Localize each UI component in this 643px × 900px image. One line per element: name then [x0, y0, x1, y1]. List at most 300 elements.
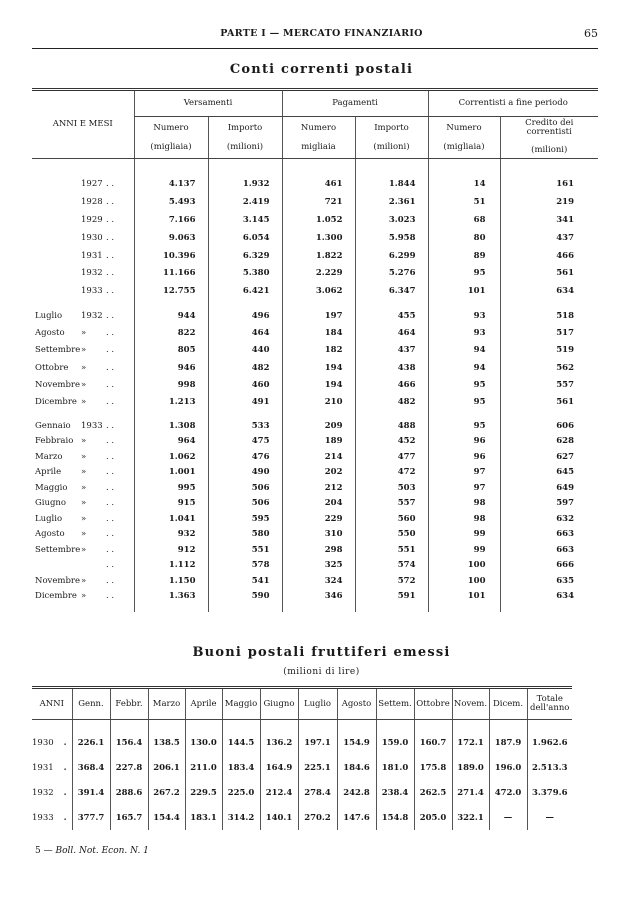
cell-value: 138.5: [148, 730, 185, 755]
cell-value: 6.054: [208, 229, 282, 247]
cell-value: 196.0: [489, 755, 527, 780]
year-label: 1929: [81, 214, 103, 225]
year-label: »: [81, 451, 87, 462]
cell-value: 440: [208, 342, 282, 359]
table-row: [32, 805, 572, 830]
table-row: [32, 394, 598, 411]
dots: .: [63, 737, 67, 748]
cell-value: 477: [355, 449, 428, 465]
table-row: [32, 264, 598, 282]
table-row: [32, 342, 598, 359]
cell-value: 140.1: [260, 805, 298, 830]
year-label: »: [81, 529, 87, 540]
cell-value: 229.5: [185, 780, 222, 805]
dots: . .: [106, 575, 115, 586]
cell-value: 95: [428, 376, 500, 393]
cell-value: 322.1: [452, 805, 489, 830]
cell-value: 10.396: [134, 247, 208, 265]
table-row: [32, 588, 598, 604]
dots: . .: [106, 345, 115, 356]
cell-value: 12.755: [134, 282, 208, 300]
col-header-8: Agosto: [337, 688, 376, 720]
dots: . .: [106, 544, 115, 555]
cell-value: 5.958: [355, 229, 428, 247]
cell-value: 346: [282, 588, 355, 604]
dots: . .: [106, 436, 115, 447]
subcol-line1: Credito dei correntisti: [525, 118, 574, 137]
conti-title: Conti correnti postali: [229, 62, 414, 77]
cell-value: 211.0: [185, 755, 222, 780]
cell-value: 452: [355, 433, 428, 449]
row-label: [32, 480, 134, 496]
cell-value: 1.822: [282, 247, 355, 265]
year-label: 1932: [81, 268, 103, 279]
year-label: 1930: [81, 232, 103, 243]
cell-value: 6.299: [355, 247, 428, 265]
subcol-line1: Importo: [227, 122, 263, 133]
cell-value: 482: [208, 359, 282, 376]
cell-value: 161: [500, 176, 598, 194]
row-label: [32, 282, 134, 300]
row-label: [32, 805, 72, 830]
year-label: 1930: [32, 737, 54, 748]
cell-value: 964: [134, 433, 208, 449]
cell-value: 7.166: [134, 211, 208, 229]
cell-value: 506: [208, 480, 282, 496]
cell-value: 634: [500, 282, 598, 300]
buoni-postali-table: [32, 686, 572, 830]
page-number: 65: [584, 27, 598, 40]
dots: . .: [106, 467, 115, 478]
col-header-7: Luglio: [298, 688, 337, 720]
dots: . .: [106, 214, 115, 225]
cell-value: 455: [355, 307, 428, 324]
cell-value: 2.419: [208, 193, 282, 211]
cell-value: 822: [134, 324, 208, 341]
cell-value: 96: [428, 449, 500, 465]
cell-value: 6.421: [208, 282, 282, 300]
cell-value: 488: [355, 418, 428, 434]
year-label: 1928: [81, 197, 103, 208]
year-label: »: [81, 345, 87, 356]
cell-value: 184: [282, 324, 355, 341]
cell-value: 165.7: [110, 805, 148, 830]
row-label: [32, 229, 134, 247]
month-label: Maggio: [35, 482, 68, 493]
cell-value: 130.0: [185, 730, 222, 755]
year-label: »: [81, 397, 87, 408]
col-header-2: Febbr.: [110, 688, 148, 720]
cell-value: 3.023: [355, 211, 428, 229]
cell-value: 206.1: [148, 755, 185, 780]
row-label: [32, 176, 134, 194]
month-label: Dicembre: [35, 397, 77, 408]
cell-value: 645: [500, 464, 598, 480]
col-header-6: Giugno: [260, 688, 298, 720]
subcol-line2: (milioni): [373, 141, 410, 152]
cell-value: 1.962.6: [527, 730, 572, 755]
cell-value: 154.8: [376, 805, 414, 830]
cell-value: 1.112: [134, 557, 208, 573]
cell-value: 242.8: [337, 780, 376, 805]
table-row: [32, 282, 598, 300]
cell-value: 503: [355, 480, 428, 496]
col-header-13: Totale dell'anno: [527, 688, 572, 720]
cell-value: 147.6: [337, 805, 376, 830]
group-correntisti: Correntisti a fine periodo: [428, 90, 598, 117]
cell-value: 551: [208, 542, 282, 558]
cell-value: 1.062: [134, 449, 208, 465]
cell-value: 225.1: [298, 755, 337, 780]
cell-value: 278.4: [298, 780, 337, 805]
cell-value: 14: [428, 176, 500, 194]
cell-value: 1.001: [134, 464, 208, 480]
cell-value: 98: [428, 495, 500, 511]
cell-value: 628: [500, 433, 598, 449]
cell-value: 3.145: [208, 211, 282, 229]
cell-value: 597: [500, 495, 598, 511]
cell-value: 491: [208, 394, 282, 411]
cell-value: 229: [282, 511, 355, 527]
row-label: [32, 433, 134, 449]
dots: . .: [106, 498, 115, 509]
cell-value: 634: [500, 588, 598, 604]
col-header-9: Settem.: [376, 688, 414, 720]
cell-value: 915: [134, 495, 208, 511]
cell-value: 202: [282, 464, 355, 480]
year-label: »: [81, 379, 87, 390]
row-label: [32, 264, 134, 282]
group-versamenti: Versamenti: [134, 90, 282, 117]
cell-value: 197.1: [298, 730, 337, 755]
row-label: [32, 730, 72, 755]
cell-value: 325: [282, 557, 355, 573]
subcol-line2: (milioni): [531, 145, 568, 155]
col-header-5: Maggio: [222, 688, 260, 720]
cell-value: 561: [500, 394, 598, 411]
table-row: [32, 376, 598, 393]
cell-value: 551: [355, 542, 428, 558]
month-label: Luglio: [35, 310, 63, 321]
cell-value: 721: [282, 193, 355, 211]
cell-value: 557: [355, 495, 428, 511]
cell-value: 437: [355, 342, 428, 359]
year-label: 1932: [81, 310, 103, 321]
cell-value: 550: [355, 526, 428, 542]
cell-value: 101: [428, 282, 500, 300]
table-row: [32, 211, 598, 229]
year-label: 1927: [81, 179, 103, 190]
cell-value: 205.0: [414, 805, 452, 830]
month-label: Giugno: [35, 498, 67, 509]
cell-value: 227.8: [110, 755, 148, 780]
cell-value: —: [527, 805, 572, 830]
col-header-1: Genn.: [72, 688, 110, 720]
year-label: »: [81, 482, 87, 493]
dots: . .: [106, 250, 115, 261]
row-label: [32, 573, 134, 589]
dots: .: [63, 762, 67, 773]
cell-value: 94: [428, 342, 500, 359]
row-label: [32, 193, 134, 211]
cell-value: 944: [134, 307, 208, 324]
cell-value: 912: [134, 542, 208, 558]
cell-value: 472: [355, 464, 428, 480]
buoni-subtitle: (milioni di lire): [283, 667, 360, 677]
cell-value: 101: [428, 588, 500, 604]
cell-value: 225.0: [222, 780, 260, 805]
cell-value: —: [489, 805, 527, 830]
cell-value: 219: [500, 193, 598, 211]
cell-value: 995: [134, 480, 208, 496]
cell-value: 341: [500, 211, 598, 229]
cell-value: 476: [208, 449, 282, 465]
cell-value: 572: [355, 573, 428, 589]
cell-value: 595: [208, 511, 282, 527]
dots: . .: [106, 328, 115, 339]
table-row: [32, 449, 598, 465]
subcol-header: [282, 117, 355, 159]
table-row: [32, 307, 598, 324]
month-label: Settembre: [35, 345, 81, 356]
col-header-0: ANNI: [32, 688, 72, 720]
year-label: 1931: [81, 250, 103, 261]
subcol-header: [500, 117, 598, 159]
col-header-4: Aprile: [185, 688, 222, 720]
cell-value: 3.379.6: [527, 780, 572, 805]
cell-value: 561: [500, 264, 598, 282]
row-label: [32, 376, 134, 393]
cell-value: 214: [282, 449, 355, 465]
row-label: [32, 449, 134, 465]
cell-value: 68: [428, 211, 500, 229]
year-label: »: [81, 436, 87, 447]
subcol-line2: (milioni): [226, 141, 264, 152]
conti-correnti-table: [32, 88, 598, 612]
dots: . .: [106, 362, 115, 373]
cell-value: 562: [500, 359, 598, 376]
cell-value: 99: [428, 542, 500, 558]
col-header-3: Marzo: [148, 688, 185, 720]
month-label: Luglio: [35, 513, 63, 524]
cell-value: 557: [500, 376, 598, 393]
cell-value: 391.4: [72, 780, 110, 805]
cell-value: 1.052: [282, 211, 355, 229]
row-label: [32, 359, 134, 376]
cell-value: 144.5: [222, 730, 260, 755]
footer-publication: Boll. Not. Econ. N. 1: [55, 846, 149, 856]
cell-value: 96: [428, 433, 500, 449]
cell-value: 574: [355, 557, 428, 573]
cell-value: 466: [355, 376, 428, 393]
cell-value: 1.308: [134, 418, 208, 434]
running-title: PARTE I — MERCATO FINANZIARIO: [220, 28, 423, 39]
cell-value: 590: [208, 588, 282, 604]
cell-value: 156.4: [110, 730, 148, 755]
row-label: [32, 526, 134, 542]
cell-value: 1.363: [134, 588, 208, 604]
cell-value: 6.347: [355, 282, 428, 300]
col-header-12: Dicem.: [489, 688, 527, 720]
row-label: [32, 495, 134, 511]
row-label: [32, 211, 134, 229]
table-row: [32, 730, 572, 755]
cell-value: 181.0: [376, 755, 414, 780]
cell-value: 2.361: [355, 193, 428, 211]
month-label: Agosto: [35, 529, 65, 540]
subcol-line1: Numero: [446, 122, 482, 133]
cell-value: 1.213: [134, 394, 208, 411]
dots: . .: [106, 397, 115, 408]
cell-value: 197: [282, 307, 355, 324]
cell-value: 98: [428, 511, 500, 527]
table-row: [32, 495, 598, 511]
spacer-row: [32, 159, 598, 176]
row-label: [32, 418, 134, 434]
cell-value: 377.7: [72, 805, 110, 830]
cell-value: 51: [428, 193, 500, 211]
cell-value: 464: [355, 324, 428, 341]
subcol-line1: Numero: [300, 122, 337, 133]
cell-value: 182: [282, 342, 355, 359]
month-label: Settembre: [35, 544, 81, 555]
dots: . .: [106, 482, 115, 493]
year-label: »: [81, 498, 87, 509]
cell-value: 578: [208, 557, 282, 573]
dots: .: [63, 812, 67, 823]
dots: . .: [106, 379, 115, 390]
cell-value: 160.7: [414, 730, 452, 755]
table-row: [32, 511, 598, 527]
cell-value: 5.493: [134, 193, 208, 211]
cell-value: 2.229: [282, 264, 355, 282]
cell-value: 11.166: [134, 264, 208, 282]
cell-value: 496: [208, 307, 282, 324]
cell-value: 663: [500, 526, 598, 542]
cell-value: 159.0: [376, 730, 414, 755]
year-label: 1933: [32, 812, 54, 823]
cell-value: 270.2: [298, 805, 337, 830]
cell-value: 80: [428, 229, 500, 247]
dots: . .: [106, 286, 115, 297]
cell-value: 189.0: [452, 755, 489, 780]
subcol-header: [134, 117, 208, 159]
subcol-line2: (migliaia): [150, 141, 192, 152]
year-label: »: [81, 575, 87, 586]
col-header-11: Novem.: [452, 688, 489, 720]
group-pagamenti: Pagamenti: [282, 90, 428, 117]
month-label: Marzo: [35, 451, 63, 462]
cell-value: 94: [428, 359, 500, 376]
row-label: [32, 394, 134, 411]
spacer-row: [32, 720, 572, 731]
table-row: [32, 418, 598, 434]
cell-value: 212.4: [260, 780, 298, 805]
cell-value: 271.4: [452, 780, 489, 805]
cell-value: 97: [428, 480, 500, 496]
cell-value: 100: [428, 573, 500, 589]
cell-value: 226.1: [72, 730, 110, 755]
year-label: »: [81, 328, 87, 339]
cell-value: 183.1: [185, 805, 222, 830]
cell-value: 154.9: [337, 730, 376, 755]
table-row: [32, 526, 598, 542]
year-label: »: [81, 591, 87, 602]
cell-value: 464: [208, 324, 282, 341]
cell-value: 632: [500, 511, 598, 527]
cell-value: 1.300: [282, 229, 355, 247]
col-header-10: Ottobre: [414, 688, 452, 720]
cell-value: 606: [500, 418, 598, 434]
subcol-line2: (migliaia): [443, 141, 485, 152]
cell-value: 9.063: [134, 229, 208, 247]
row-label: [32, 342, 134, 359]
year-label: 1931: [32, 762, 54, 773]
cell-value: 154.4: [148, 805, 185, 830]
year-label: 1933: [81, 420, 103, 431]
cell-value: 1.041: [134, 511, 208, 527]
year-label: »: [81, 513, 87, 524]
cell-value: 310: [282, 526, 355, 542]
cell-value: 204: [282, 495, 355, 511]
spacer-row: [32, 300, 598, 307]
row-label: [32, 755, 72, 780]
dots: . .: [106, 310, 115, 321]
cell-value: 1.932: [208, 176, 282, 194]
footer-prefix: 5 —: [35, 846, 56, 856]
cell-value: 591: [355, 588, 428, 604]
cell-value: 99: [428, 526, 500, 542]
month-label: Febbraio: [35, 436, 74, 447]
table-row: [32, 247, 598, 265]
spacer-row: [32, 604, 598, 612]
table-row: [32, 433, 598, 449]
spacer-row: [32, 411, 598, 418]
cell-value: 136.2: [260, 730, 298, 755]
cell-value: 438: [355, 359, 428, 376]
month-label: Ottobre: [35, 362, 69, 373]
cell-value: 490: [208, 464, 282, 480]
subcol-line1: Numero: [153, 122, 189, 133]
cell-value: 666: [500, 557, 598, 573]
cell-value: 519: [500, 342, 598, 359]
dots: . .: [106, 179, 115, 190]
cell-value: 175.8: [414, 755, 452, 780]
cell-value: 324: [282, 573, 355, 589]
month-label: Gennaio: [35, 420, 71, 431]
subcol-line1: Importo: [374, 122, 409, 133]
table-row: [32, 324, 598, 341]
dots: . .: [106, 513, 115, 524]
cell-value: 164.9: [260, 755, 298, 780]
cell-value: 3.062: [282, 282, 355, 300]
row-label: [32, 780, 72, 805]
cell-value: 368.4: [72, 755, 110, 780]
table-row: [32, 464, 598, 480]
cell-value: 189: [282, 433, 355, 449]
year-label: »: [81, 467, 87, 478]
cell-value: 472.0: [489, 780, 527, 805]
buoni-title: Buoni postali fruttiferi emessi: [192, 645, 451, 660]
month-label: Novembre: [35, 575, 80, 586]
month-label: Aprile: [35, 467, 62, 478]
header-rule: [32, 48, 598, 49]
cell-value: 298: [282, 542, 355, 558]
cell-value: 2.513.3: [527, 755, 572, 780]
cell-value: 6.329: [208, 247, 282, 265]
table-row: [32, 480, 598, 496]
row-label: [32, 247, 134, 265]
